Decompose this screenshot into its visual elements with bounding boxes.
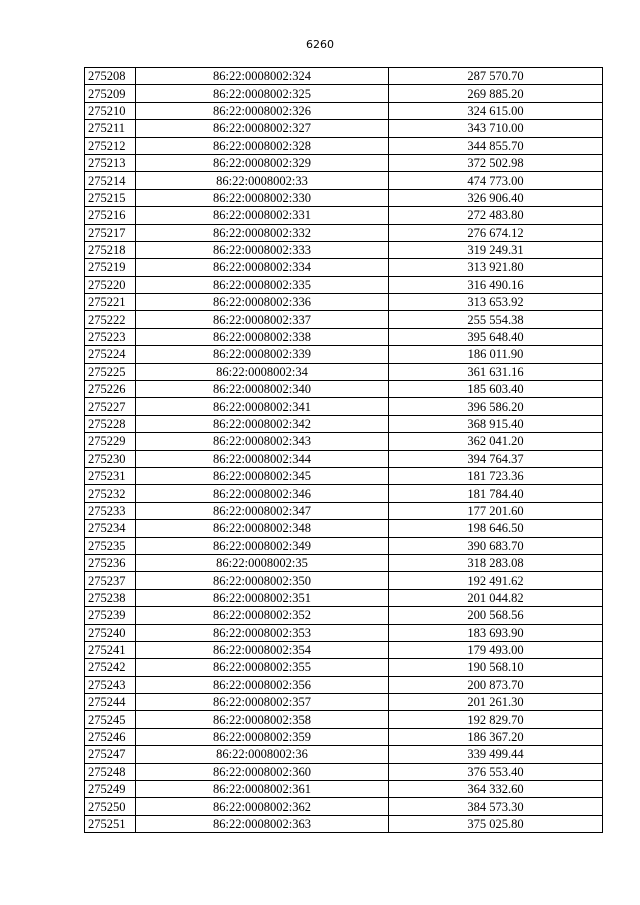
table-row bbox=[85, 694, 603, 711]
cadastral-number-cell: 86:22:0008002:361 bbox=[136, 781, 389, 798]
table-row bbox=[85, 485, 603, 502]
row-number-cell: 275219 bbox=[85, 259, 136, 276]
row-number-cell: 275238 bbox=[85, 589, 136, 606]
row-number-cell: 275244 bbox=[85, 694, 136, 711]
table-row bbox=[85, 659, 603, 676]
table-row bbox=[85, 398, 603, 415]
row-number-cell: 275246 bbox=[85, 728, 136, 745]
table-row bbox=[85, 624, 603, 641]
table-row bbox=[85, 520, 603, 537]
cadastral-value-cell: 179 493.00 bbox=[389, 641, 603, 658]
table-row bbox=[85, 328, 603, 345]
row-number-cell: 275237 bbox=[85, 572, 136, 589]
cadastral-value-cell: 362 041.20 bbox=[389, 433, 603, 450]
cadastral-number-cell: 86:22:0008002:330 bbox=[136, 189, 389, 206]
cadastral-number-cell: 86:22:0008002:33 bbox=[136, 172, 389, 189]
row-number-cell: 275245 bbox=[85, 711, 136, 728]
cadastral-value-cell: 255 554.38 bbox=[389, 311, 603, 328]
table-row bbox=[85, 363, 603, 380]
cadastral-value-cell: 395 648.40 bbox=[389, 328, 603, 345]
row-number-cell: 275239 bbox=[85, 607, 136, 624]
row-number-cell: 275209 bbox=[85, 85, 136, 102]
cadastral-value-cell: 313 653.92 bbox=[389, 294, 603, 311]
cadastral-number-cell: 86:22:0008002:355 bbox=[136, 659, 389, 676]
cadastral-number-cell: 86:22:0008002:359 bbox=[136, 728, 389, 745]
cadastral-number-cell: 86:22:0008002:358 bbox=[136, 711, 389, 728]
row-number-cell: 275225 bbox=[85, 363, 136, 380]
cadastral-value-cell: 313 921.80 bbox=[389, 259, 603, 276]
cadastral-value-cell: 287 570.70 bbox=[389, 68, 603, 85]
cadastral-value-cell: 192 829.70 bbox=[389, 711, 603, 728]
table-row bbox=[85, 798, 603, 815]
cadastral-number-cell: 86:22:0008002:335 bbox=[136, 276, 389, 293]
row-number-cell: 275231 bbox=[85, 467, 136, 484]
table-row bbox=[85, 467, 603, 484]
row-number-cell: 275235 bbox=[85, 537, 136, 554]
table-row bbox=[85, 68, 603, 85]
cadastral-value-cell: 186 011.90 bbox=[389, 346, 603, 363]
table-row bbox=[85, 746, 603, 763]
table-row bbox=[85, 189, 603, 206]
table-row bbox=[85, 381, 603, 398]
row-number-cell: 275251 bbox=[85, 815, 136, 832]
table-row bbox=[85, 554, 603, 571]
cadastral-number-cell: 86:22:0008002:326 bbox=[136, 102, 389, 119]
row-number-cell: 275213 bbox=[85, 154, 136, 171]
cadastral-number-cell: 86:22:0008002:350 bbox=[136, 572, 389, 589]
cadastral-value-cell: 368 915.40 bbox=[389, 415, 603, 432]
cadastral-value-cell: 181 784.40 bbox=[389, 485, 603, 502]
cadastral-value-cell: 200 873.70 bbox=[389, 676, 603, 693]
cadastral-number-cell: 86:22:0008002:340 bbox=[136, 381, 389, 398]
row-number-cell: 275240 bbox=[85, 624, 136, 641]
cadastral-value-cell: 201 261.30 bbox=[389, 694, 603, 711]
row-number-cell: 275250 bbox=[85, 798, 136, 815]
row-number-cell: 275232 bbox=[85, 485, 136, 502]
cadastral-number-cell: 86:22:0008002:331 bbox=[136, 207, 389, 224]
table-row bbox=[85, 502, 603, 519]
table-row bbox=[85, 589, 603, 606]
cadastral-number-cell: 86:22:0008002:360 bbox=[136, 763, 389, 780]
cadastral-value-cell: 390 683.70 bbox=[389, 537, 603, 554]
row-number-cell: 275223 bbox=[85, 328, 136, 345]
table-row bbox=[85, 450, 603, 467]
row-number-cell: 275208 bbox=[85, 68, 136, 85]
table-row bbox=[85, 711, 603, 728]
cadastral-number-cell: 86:22:0008002:336 bbox=[136, 294, 389, 311]
cadastral-number-cell: 86:22:0008002:328 bbox=[136, 137, 389, 154]
table-row bbox=[85, 311, 603, 328]
cadastral-number-cell: 86:22:0008002:329 bbox=[136, 154, 389, 171]
cadastral-value-cell: 177 201.60 bbox=[389, 502, 603, 519]
row-number-cell: 275216 bbox=[85, 207, 136, 224]
cadastral-value-cell: 396 586.20 bbox=[389, 398, 603, 415]
cadastral-number-cell: 86:22:0008002:347 bbox=[136, 502, 389, 519]
table-row bbox=[85, 728, 603, 745]
cadastral-value-cell: 269 885.20 bbox=[389, 85, 603, 102]
row-number-cell: 275234 bbox=[85, 520, 136, 537]
cadastral-value-cell: 181 723.36 bbox=[389, 467, 603, 484]
cadastral-value-cell: 190 568.10 bbox=[389, 659, 603, 676]
cadastral-number-cell: 86:22:0008002:345 bbox=[136, 467, 389, 484]
cadastral-number-cell: 86:22:0008002:362 bbox=[136, 798, 389, 815]
row-number-cell: 275236 bbox=[85, 554, 136, 571]
row-number-cell: 275215 bbox=[85, 189, 136, 206]
table-row bbox=[85, 781, 603, 798]
row-number-cell: 275229 bbox=[85, 433, 136, 450]
row-number-cell: 275230 bbox=[85, 450, 136, 467]
table-row bbox=[85, 120, 603, 137]
cadastral-value-cell: 364 332.60 bbox=[389, 781, 603, 798]
cadastral-value-cell: 372 502.98 bbox=[389, 154, 603, 171]
table-row bbox=[85, 294, 603, 311]
table-row bbox=[85, 641, 603, 658]
cadastral-value-cell: 276 674.12 bbox=[389, 224, 603, 241]
cadastral-value-cell: 375 025.80 bbox=[389, 815, 603, 832]
cadastral-value-cell: 474 773.00 bbox=[389, 172, 603, 189]
cadastral-number-cell: 86:22:0008002:324 bbox=[136, 68, 389, 85]
table-row bbox=[85, 815, 603, 832]
cadastral-value-cell: 344 855.70 bbox=[389, 137, 603, 154]
cadastral-number-cell: 86:22:0008002:356 bbox=[136, 676, 389, 693]
row-number-cell: 275243 bbox=[85, 676, 136, 693]
cadastral-value-cell: 326 906.40 bbox=[389, 189, 603, 206]
cadastral-value-cell: 201 044.82 bbox=[389, 589, 603, 606]
cadastral-value-cell: 186 367.20 bbox=[389, 728, 603, 745]
cadastral-number-cell: 86:22:0008002:349 bbox=[136, 537, 389, 554]
cadastral-value-cell: 272 483.80 bbox=[389, 207, 603, 224]
cadastral-number-cell: 86:22:0008002:344 bbox=[136, 450, 389, 467]
table-row bbox=[85, 676, 603, 693]
table-row bbox=[85, 241, 603, 258]
cadastral-value-cell: 316 490.16 bbox=[389, 276, 603, 293]
cadastral-value-cell: 183 693.90 bbox=[389, 624, 603, 641]
cadastral-value-cell: 200 568.56 bbox=[389, 607, 603, 624]
cadastral-value-cell: 198 646.50 bbox=[389, 520, 603, 537]
row-number-cell: 275242 bbox=[85, 659, 136, 676]
cadastral-value-cell: 361 631.16 bbox=[389, 363, 603, 380]
row-number-cell: 275224 bbox=[85, 346, 136, 363]
cadastral-value-cell: 343 710.00 bbox=[389, 120, 603, 137]
cadastral-value-cell: 384 573.30 bbox=[389, 798, 603, 815]
table-row bbox=[85, 102, 603, 119]
cadastral-number-cell: 86:22:0008002:338 bbox=[136, 328, 389, 345]
row-number-cell: 275226 bbox=[85, 381, 136, 398]
cadastral-value-cell: 394 764.37 bbox=[389, 450, 603, 467]
cadastral-number-cell: 86:22:0008002:36 bbox=[136, 746, 389, 763]
cadastral-value-cell: 319 249.31 bbox=[389, 241, 603, 258]
row-number-cell: 275247 bbox=[85, 746, 136, 763]
cadastral-number-cell: 86:22:0008002:357 bbox=[136, 694, 389, 711]
cadastral-number-cell: 86:22:0008002:352 bbox=[136, 607, 389, 624]
cadastral-value-cell: 324 615.00 bbox=[389, 102, 603, 119]
cadastral-value-cell: 318 283.08 bbox=[389, 554, 603, 571]
table-row bbox=[85, 537, 603, 554]
cadastral-value-cell: 376 553.40 bbox=[389, 763, 603, 780]
cadastral-value-cell: 185 603.40 bbox=[389, 381, 603, 398]
cadastral-number-cell: 86:22:0008002:353 bbox=[136, 624, 389, 641]
row-number-cell: 275220 bbox=[85, 276, 136, 293]
cadastral-number-cell: 86:22:0008002:325 bbox=[136, 85, 389, 102]
cadastral-number-cell: 86:22:0008002:341 bbox=[136, 398, 389, 415]
row-number-cell: 275211 bbox=[85, 120, 136, 137]
row-number-cell: 275217 bbox=[85, 224, 136, 241]
page-number: 6260 bbox=[306, 38, 334, 51]
table-row bbox=[85, 224, 603, 241]
table-row bbox=[85, 346, 603, 363]
table-row bbox=[85, 276, 603, 293]
table-body bbox=[85, 68, 603, 833]
table-row bbox=[85, 415, 603, 432]
table-row bbox=[85, 172, 603, 189]
row-number-cell: 275210 bbox=[85, 102, 136, 119]
cadastral-number-cell: 86:22:0008002:35 bbox=[136, 554, 389, 571]
cadastral-number-cell: 86:22:0008002:351 bbox=[136, 589, 389, 606]
table-row bbox=[85, 572, 603, 589]
row-number-cell: 275227 bbox=[85, 398, 136, 415]
row-number-cell: 275214 bbox=[85, 172, 136, 189]
cadastral-number-cell: 86:22:0008002:354 bbox=[136, 641, 389, 658]
row-number-cell: 275233 bbox=[85, 502, 136, 519]
table-row bbox=[85, 207, 603, 224]
cadastral-value-cell: 192 491.62 bbox=[389, 572, 603, 589]
cadastral-value-cell: 339 499.44 bbox=[389, 746, 603, 763]
cadastral-number-cell: 86:22:0008002:348 bbox=[136, 520, 389, 537]
cadastral-number-cell: 86:22:0008002:337 bbox=[136, 311, 389, 328]
cadastral-number-cell: 86:22:0008002:334 bbox=[136, 259, 389, 276]
cadastral-number-cell: 86:22:0008002:346 bbox=[136, 485, 389, 502]
cadastral-number-cell: 86:22:0008002:332 bbox=[136, 224, 389, 241]
cadastral-number-cell: 86:22:0008002:343 bbox=[136, 433, 389, 450]
table-row bbox=[85, 137, 603, 154]
row-number-cell: 275248 bbox=[85, 763, 136, 780]
table-row bbox=[85, 85, 603, 102]
row-number-cell: 275241 bbox=[85, 641, 136, 658]
row-number-cell: 275222 bbox=[85, 311, 136, 328]
cadastral-number-cell: 86:22:0008002:333 bbox=[136, 241, 389, 258]
cadastral-number-cell: 86:22:0008002:327 bbox=[136, 120, 389, 137]
row-number-cell: 275228 bbox=[85, 415, 136, 432]
table-row bbox=[85, 259, 603, 276]
row-number-cell: 275212 bbox=[85, 137, 136, 154]
row-number-cell: 275221 bbox=[85, 294, 136, 311]
table-row bbox=[85, 763, 603, 780]
cadastral-number-cell: 86:22:0008002:339 bbox=[136, 346, 389, 363]
table-row bbox=[85, 607, 603, 624]
table-row bbox=[85, 154, 603, 171]
row-number-cell: 275218 bbox=[85, 241, 136, 258]
row-number-cell: 275249 bbox=[85, 781, 136, 798]
cadastral-value-table bbox=[84, 67, 603, 833]
cadastral-number-cell: 86:22:0008002:342 bbox=[136, 415, 389, 432]
cadastral-number-cell: 86:22:0008002:363 bbox=[136, 815, 389, 832]
cadastral-number-cell: 86:22:0008002:34 bbox=[136, 363, 389, 380]
table-row bbox=[85, 433, 603, 450]
